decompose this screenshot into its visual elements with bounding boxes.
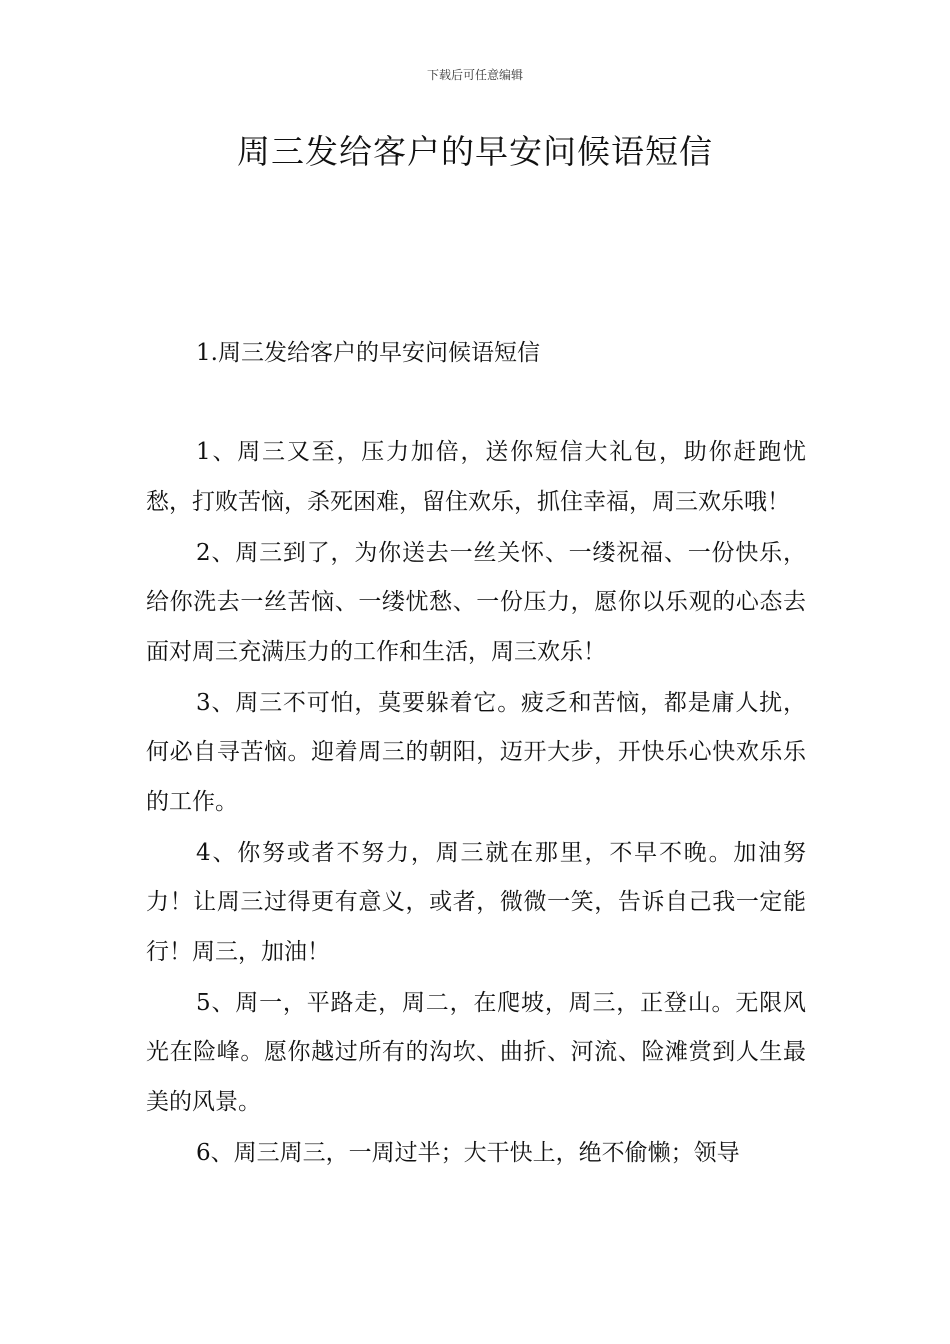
- paragraph-1: 1、周三又至，压力加倍，送你短信大礼包，助你赶跑忧愁，打败苦恼，杀死困难，留住欢乐，抓住幸福，周三欢乐哦！: [146, 439, 806, 515]
- document-title: 周三发给客户的早安问候语短信: [237, 132, 713, 171]
- section-heading: 1.周三发给客户的早安问候语短信: [196, 340, 540, 366]
- document-body: [146, 428, 806, 1180]
- paragraph-3: 3、周三不可怕，莫要躲着它。疲乏和苦恼，都是庸人扰，何必自寻苦恼。迎着周三的朝阳，迈开大步，开快乐心快欢乐乐的工作。: [146, 689, 806, 815]
- paragraph-5: 5、周一，平路走，周二，在爬坡，周三，正登山。无限风光在险峰。愿你越过所有的沟坎、曲折、河流、险滩赏到人生最美的风景。: [146, 989, 806, 1115]
- paragraph-6: 6、周三周三，一周过半；大干快上，绝不偷懒；领导: [196, 1139, 740, 1166]
- header-note: 下载后可任意编辑: [426, 68, 523, 82]
- paragraph-4: 4、你努或者不努力，周三就在那里，不早不晚。加油努力！让周三过得更有意义，或者，微微一笑，告诉自己我一定能行！周三，加油！: [146, 839, 806, 965]
- paragraph-2: 2、周三到了，为你送去一丝关怀、一缕祝福、一份快乐，给你洗去一丝苦恼、一缕忧愁、一份压力，愿你以乐观的心态去面对周三充满压力的工作和生活，周三欢乐！: [146, 539, 806, 665]
